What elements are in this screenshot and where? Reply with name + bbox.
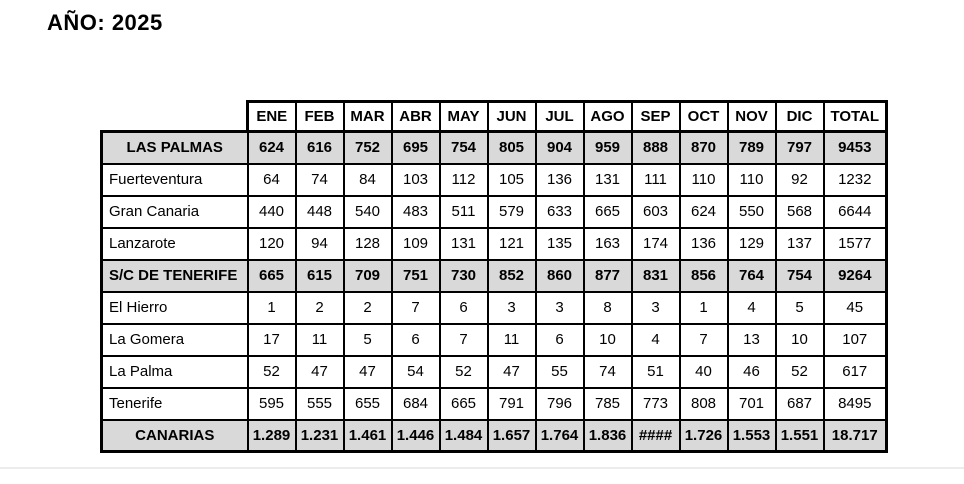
cell: 4 bbox=[632, 324, 680, 356]
cell: 730 bbox=[440, 260, 488, 292]
col-header-abr: ABR bbox=[392, 102, 440, 132]
row-label: La Gomera bbox=[102, 324, 248, 356]
cell: 754 bbox=[440, 132, 488, 164]
cell: 3 bbox=[632, 292, 680, 324]
cell: 615 bbox=[296, 260, 344, 292]
cell: 1.553 bbox=[728, 420, 776, 452]
cell: 6 bbox=[440, 292, 488, 324]
cell: 624 bbox=[680, 196, 728, 228]
cell: 52 bbox=[248, 356, 296, 388]
cell: 752 bbox=[344, 132, 392, 164]
cell: 791 bbox=[488, 388, 536, 420]
cell: 796 bbox=[536, 388, 584, 420]
table-row-sc-de-tenerife bbox=[102, 260, 887, 292]
cell: 550 bbox=[728, 196, 776, 228]
cell: 52 bbox=[776, 356, 824, 388]
cell: 5 bbox=[776, 292, 824, 324]
cell: 1.289 bbox=[248, 420, 296, 452]
cell: 773 bbox=[632, 388, 680, 420]
table-row-las-palmas bbox=[102, 132, 887, 164]
row-label: Lanzarote bbox=[102, 228, 248, 260]
cell: 754 bbox=[776, 260, 824, 292]
cell: 1.836 bbox=[584, 420, 632, 452]
cell: 131 bbox=[584, 164, 632, 196]
cell: 10 bbox=[584, 324, 632, 356]
cell: 40 bbox=[680, 356, 728, 388]
cell: 6 bbox=[392, 324, 440, 356]
cell: #### bbox=[632, 420, 680, 452]
table-row-la-gomera bbox=[102, 324, 887, 356]
cell: 785 bbox=[584, 388, 632, 420]
cell: 121 bbox=[488, 228, 536, 260]
cell: 3 bbox=[488, 292, 536, 324]
cell: 10 bbox=[776, 324, 824, 356]
cell: 7 bbox=[680, 324, 728, 356]
cell: 55 bbox=[536, 356, 584, 388]
cell: 120 bbox=[248, 228, 296, 260]
table-row-lanzarote bbox=[102, 228, 887, 260]
cell: 959 bbox=[584, 132, 632, 164]
table-row-tenerife bbox=[102, 388, 887, 420]
cell: 47 bbox=[344, 356, 392, 388]
cell: 603 bbox=[632, 196, 680, 228]
col-header-mar: MAR bbox=[344, 102, 392, 132]
cell: 808 bbox=[680, 388, 728, 420]
cell: 665 bbox=[584, 196, 632, 228]
table-row-la-palma bbox=[102, 356, 887, 388]
cell: 109 bbox=[392, 228, 440, 260]
cell: 616 bbox=[296, 132, 344, 164]
cell: 904 bbox=[536, 132, 584, 164]
col-header-ene: ENE bbox=[248, 102, 296, 132]
cell: 1 bbox=[248, 292, 296, 324]
cell: 111 bbox=[632, 164, 680, 196]
row-label: Fuerteventura bbox=[102, 164, 248, 196]
row-label: El Hierro bbox=[102, 292, 248, 324]
cell: 831 bbox=[632, 260, 680, 292]
row-label: CANARIAS bbox=[102, 420, 248, 452]
row-label: Tenerife bbox=[102, 388, 248, 420]
table-row-el-hierro bbox=[102, 292, 887, 324]
cell: 137 bbox=[776, 228, 824, 260]
cell: 64 bbox=[248, 164, 296, 196]
cell: 483 bbox=[392, 196, 440, 228]
col-header-oct: OCT bbox=[680, 102, 728, 132]
cell: 1232 bbox=[824, 164, 887, 196]
cell: 6 bbox=[536, 324, 584, 356]
cell: 684 bbox=[392, 388, 440, 420]
cell: 103 bbox=[392, 164, 440, 196]
col-header-total: TOTAL bbox=[824, 102, 887, 132]
cell: 448 bbox=[296, 196, 344, 228]
cell: 665 bbox=[248, 260, 296, 292]
col-header-sep: SEP bbox=[632, 102, 680, 132]
col-header-may: MAY bbox=[440, 102, 488, 132]
cell: 8495 bbox=[824, 388, 887, 420]
cell: 888 bbox=[632, 132, 680, 164]
cell: 1.657 bbox=[488, 420, 536, 452]
cell: 92 bbox=[776, 164, 824, 196]
cell: 105 bbox=[488, 164, 536, 196]
cell: 46 bbox=[728, 356, 776, 388]
cell: 13 bbox=[728, 324, 776, 356]
cell: 5 bbox=[344, 324, 392, 356]
row-label: S/C DE TENERIFE bbox=[102, 260, 248, 292]
cell: 8 bbox=[584, 292, 632, 324]
row-label: Gran Canaria bbox=[102, 196, 248, 228]
cell: 11 bbox=[488, 324, 536, 356]
cell: 751 bbox=[392, 260, 440, 292]
cell: 655 bbox=[344, 388, 392, 420]
cell: 52 bbox=[440, 356, 488, 388]
cell: 47 bbox=[488, 356, 536, 388]
cell: 51 bbox=[632, 356, 680, 388]
cell: 6644 bbox=[824, 196, 887, 228]
cell: 3 bbox=[536, 292, 584, 324]
cell: 764 bbox=[728, 260, 776, 292]
cell: 9264 bbox=[824, 260, 887, 292]
cell: 74 bbox=[584, 356, 632, 388]
cell: 797 bbox=[776, 132, 824, 164]
col-header-jul: JUL bbox=[536, 102, 584, 132]
cell: 18.717 bbox=[824, 420, 887, 452]
cell: 695 bbox=[392, 132, 440, 164]
table-row-gran-canaria bbox=[102, 196, 887, 228]
cell: 163 bbox=[584, 228, 632, 260]
cell: 440 bbox=[248, 196, 296, 228]
cell: 2 bbox=[296, 292, 344, 324]
cell: 136 bbox=[680, 228, 728, 260]
cell: 1.446 bbox=[392, 420, 440, 452]
cell: 54 bbox=[392, 356, 440, 388]
table-corner-blank bbox=[102, 102, 248, 132]
cell: 860 bbox=[536, 260, 584, 292]
row-label: LAS PALMAS bbox=[102, 132, 248, 164]
cell: 174 bbox=[632, 228, 680, 260]
cell: 45 bbox=[824, 292, 887, 324]
cell: 540 bbox=[344, 196, 392, 228]
cell: 805 bbox=[488, 132, 536, 164]
cell: 136 bbox=[536, 164, 584, 196]
cell: 1.551 bbox=[776, 420, 824, 452]
col-header-jun: JUN bbox=[488, 102, 536, 132]
cell: 131 bbox=[440, 228, 488, 260]
cell: 595 bbox=[248, 388, 296, 420]
cell: 9453 bbox=[824, 132, 887, 164]
cell: 555 bbox=[296, 388, 344, 420]
table-row-canarias bbox=[102, 420, 887, 452]
cell: 579 bbox=[488, 196, 536, 228]
col-header-ago: AGO bbox=[584, 102, 632, 132]
cell: 7 bbox=[440, 324, 488, 356]
cell: 128 bbox=[344, 228, 392, 260]
cell: 4 bbox=[728, 292, 776, 324]
cell: 870 bbox=[680, 132, 728, 164]
cell: 687 bbox=[776, 388, 824, 420]
cell: 1.461 bbox=[344, 420, 392, 452]
cell: 856 bbox=[680, 260, 728, 292]
cell: 789 bbox=[728, 132, 776, 164]
cell: 7 bbox=[392, 292, 440, 324]
cell: 701 bbox=[728, 388, 776, 420]
cell: 2 bbox=[344, 292, 392, 324]
cell: 11 bbox=[296, 324, 344, 356]
cell: 17 bbox=[248, 324, 296, 356]
cell: 633 bbox=[536, 196, 584, 228]
cell: 110 bbox=[680, 164, 728, 196]
col-header-feb: FEB bbox=[296, 102, 344, 132]
cell: 107 bbox=[824, 324, 887, 356]
cell: 1 bbox=[680, 292, 728, 324]
cell: 568 bbox=[776, 196, 824, 228]
cell: 1.764 bbox=[536, 420, 584, 452]
cell: 94 bbox=[296, 228, 344, 260]
table-header-row bbox=[102, 102, 887, 132]
cell: 135 bbox=[536, 228, 584, 260]
table-row-fuerteventura bbox=[102, 164, 887, 196]
cell: 84 bbox=[344, 164, 392, 196]
cell: 1.726 bbox=[680, 420, 728, 452]
cell: 112 bbox=[440, 164, 488, 196]
data-table bbox=[100, 100, 888, 453]
cell: 665 bbox=[440, 388, 488, 420]
cell: 1577 bbox=[824, 228, 887, 260]
page-bottom-edge bbox=[0, 467, 964, 469]
col-header-nov: NOV bbox=[728, 102, 776, 132]
cell: 47 bbox=[296, 356, 344, 388]
cell: 709 bbox=[344, 260, 392, 292]
row-label: La Palma bbox=[102, 356, 248, 388]
cell: 110 bbox=[728, 164, 776, 196]
cell: 1.231 bbox=[296, 420, 344, 452]
cell: 1.484 bbox=[440, 420, 488, 452]
cell: 852 bbox=[488, 260, 536, 292]
cell: 129 bbox=[728, 228, 776, 260]
page-title: AÑO: 2025 bbox=[47, 10, 163, 35]
cell: 877 bbox=[584, 260, 632, 292]
cell: 511 bbox=[440, 196, 488, 228]
cell: 617 bbox=[824, 356, 887, 388]
col-header-dic: DIC bbox=[776, 102, 824, 132]
cell: 74 bbox=[296, 164, 344, 196]
cell: 624 bbox=[248, 132, 296, 164]
